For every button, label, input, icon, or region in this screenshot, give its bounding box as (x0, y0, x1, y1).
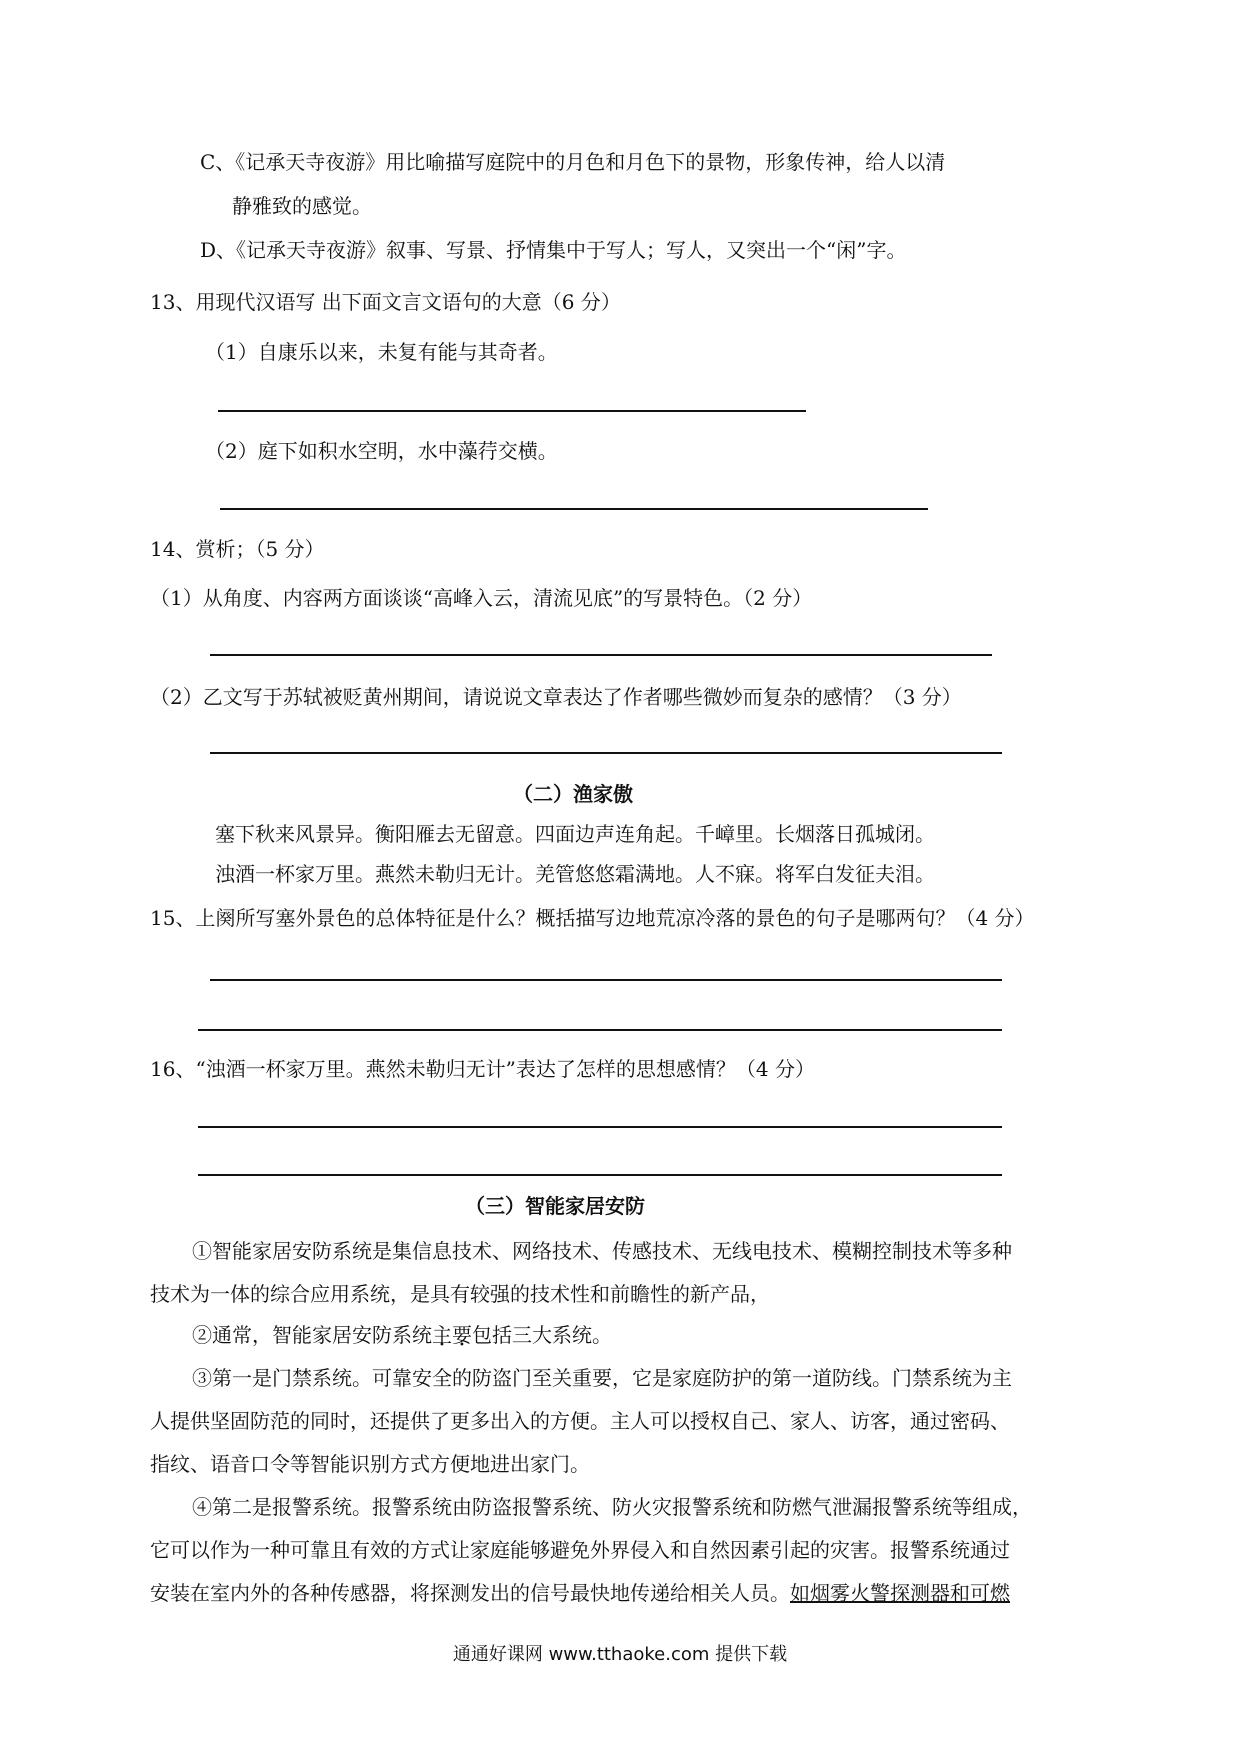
paragraph-4-line-3-text: 安装在室内外的各种传感器，将探测发出的信号最快地传递给相关人员。 (150, 1581, 790, 1605)
question-16-title: 16、“浊酒一杯家万里。燕然未勒归无计”表达了怎样的思想感情？（4 分） (150, 1057, 815, 1081)
underlined-text: 如烟雾火警探测器和可燃 (790, 1581, 1010, 1605)
article-paragraph-4-line-2: 它可以作为一种可靠且有效的方式让家庭能够避免外界侵入和自然因素引起的灾害。报警系统通过 (150, 1538, 1010, 1562)
emphasis-char-2: 要 (452, 1323, 472, 1347)
answer-line[interactable] (210, 654, 992, 656)
question-14-item-2: （2）乙文写于苏轼被贬黄州期间，请说说文章表达了作者哪些微妙而复杂的感情？（3 分） (150, 685, 962, 709)
answer-line[interactable] (210, 979, 1002, 981)
answer-line[interactable] (220, 508, 928, 510)
article-paragraph-4-line-3 (150, 1579, 1010, 1607)
option-d: D、《记承天寺夜游》叙事、写景、抒情集中于写人；写人，又突出一个“闲”字。 (200, 238, 907, 262)
question-14-item-1: （1）从角度、内容两方面谈谈“高峰入云，清流见底”的写景特色。（2 分） (150, 586, 813, 610)
question-13-item-2: （2）庭下如积水空明，水中藻荇交横。 (205, 439, 558, 463)
question-13-item-1: （1）自康乐以来，未复有能与其奇者。 (205, 340, 558, 364)
answer-line[interactable] (218, 410, 806, 412)
article-paragraph-3-line-3: 指纹、语音口令等智能识别方式方便地进出家门。 (150, 1452, 590, 1476)
article-paragraph-1-line-1: ①智能家居安防系统是集信息技术、网络技术、传感技术、无线电技术、模糊控制技术等多种 (192, 1239, 1012, 1263)
emphasis-char-1: 主 (432, 1323, 452, 1347)
poem-line-2: 浊酒一杯家万里。燕然未勒归无计。羌管悠悠霜满地。人不寐。将军白发征夫泪。 (215, 862, 935, 886)
option-c-line-1: C、《记承天寺夜游》用比喻描写庭院中的月色和月色下的景物，形象传神，给人以清 (200, 150, 946, 174)
article-heading: （三）智能家居安防 (465, 1194, 645, 1218)
poem-line-1: 塞下秋来风景异。衡阳雁去无留意。四面边声连角起。千嶂里。长烟落日孤城闭。 (215, 822, 935, 846)
question-14-title: 14、赏析；（5 分） (150, 537, 325, 561)
question-13-title: 13、用现代汉语写 出下面文言文语句的大意（6 分） (150, 290, 621, 314)
article-paragraph-1-line-2: 技术为一体的综合应用系统，是具有较强的技术性和前瞻性的新产品， (150, 1282, 770, 1306)
article-paragraph-3-line-2: 人提供坚固防范的同时，还提供了更多出入的方便。主人可以授权自己、家人、访客，通过密码、 (150, 1409, 1010, 1433)
answer-line[interactable] (198, 1029, 1002, 1031)
paragraph-2-text-end: 包括三大系统。 (472, 1323, 612, 1347)
answer-line[interactable] (198, 1126, 1002, 1128)
article-paragraph-4-line-1: ④第二是报警系统。报警系统由防盗报警系统、防火灾报警系统和防燃气泄漏报警系统等组成， (192, 1495, 1032, 1519)
page-footer: 通通好课网 www.tthaoke.com 提供下载 (452, 1644, 788, 1665)
poem-heading: （二）渔家傲 (513, 782, 633, 806)
article-paragraph-3-line-1: ③第一是门禁系统。可靠安全的防盗门至关重要，它是家庭防护的第一道防线。门禁系统为主 (192, 1366, 1012, 1390)
option-c-line-2: 静雅致的感觉。 (232, 194, 372, 218)
question-15-title: 15、上阕所写塞外景色的总体特征是什么？概括描写边地荒凉冷落的景色的句子是哪两句？（4 分） (150, 906, 1035, 930)
answer-line[interactable] (210, 752, 1002, 754)
answer-line[interactable] (198, 1174, 1002, 1176)
article-paragraph-2 (192, 1321, 612, 1349)
paragraph-2-text-start: ②通常，智能家居安防系统 (192, 1323, 432, 1347)
